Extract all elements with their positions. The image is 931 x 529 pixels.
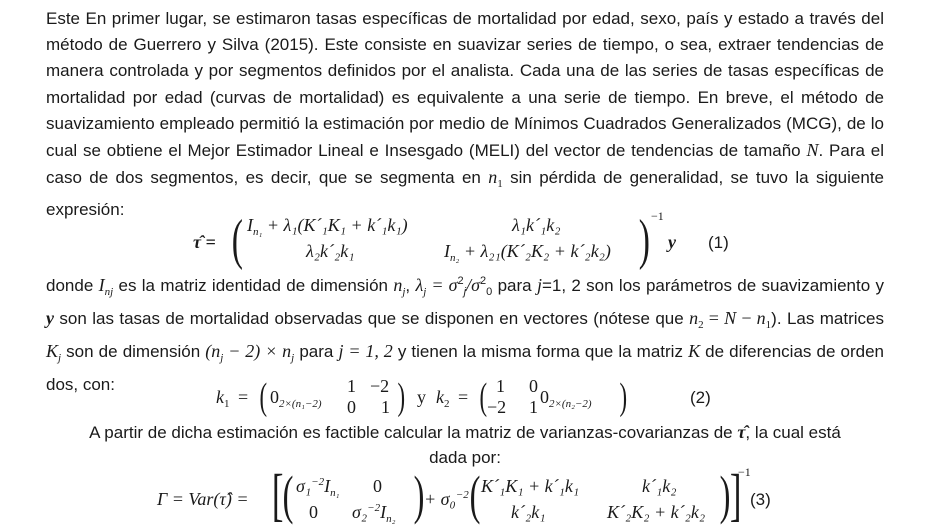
eq1-number: (1) xyxy=(708,233,729,252)
def-text-m: son de dimensión xyxy=(61,342,206,362)
n1b-base: n xyxy=(756,308,766,329)
eq1-m22-sub: n₂ xyxy=(450,252,460,264)
n1b-sub: 1 xyxy=(765,319,772,332)
math-dimension xyxy=(205,341,295,365)
def-text-g: =1, 2 son los parámetros de suavizamiento y xyxy=(541,276,885,295)
eq3-c-left-paren: ( xyxy=(469,465,481,525)
eq2-k1 xyxy=(216,387,230,410)
sigma-j-sup: 2 xyxy=(457,275,464,287)
math-y: y xyxy=(46,308,54,329)
eq1-lhs: τ̂ = xyxy=(193,232,216,252)
eq3-z12: 0 xyxy=(373,476,382,496)
eq3-s2-sup: −2 xyxy=(367,502,381,514)
eq3-s1-sup: −2 xyxy=(311,476,325,488)
eq3-c11: K´₁K₁ + k´₁k₁ xyxy=(481,476,580,496)
eq2-k1-sub: 1 xyxy=(224,398,230,410)
eq2-zero2 xyxy=(540,387,592,410)
eq2-k2-right-paren: ) xyxy=(619,376,628,418)
math-nj xyxy=(393,275,406,298)
def-text-n: para xyxy=(294,342,339,362)
eq2-b22: 1 xyxy=(529,397,538,417)
eq2-zero1 xyxy=(270,387,322,410)
eq1-m11-rest: + λ₁(K´₁K₁ + k´₁k₁) xyxy=(262,215,408,235)
eq2-k2-base: k xyxy=(436,387,444,407)
eq3-z21: 0 xyxy=(309,502,318,522)
eq2-k2 xyxy=(436,387,450,410)
eq2-zero1-base: 0 xyxy=(270,387,279,407)
eq2-y: y xyxy=(417,387,426,407)
def-text-a: donde xyxy=(46,276,99,295)
Kj-sub: j xyxy=(58,352,62,365)
eq2-equals-1: = xyxy=(238,387,249,407)
math-Kj xyxy=(46,341,62,365)
n2-base: n xyxy=(689,308,699,329)
math-K: K xyxy=(688,341,701,362)
eq2-k1-right-paren: ) xyxy=(397,376,406,418)
eq1-y: y xyxy=(668,232,676,252)
eq3-c22: K´₂K₂ + k´₂k₂ xyxy=(607,502,706,522)
eq1-m22-I: I xyxy=(444,241,450,261)
eq3-c12: k´₁k₂ xyxy=(642,476,677,496)
eq1-left-paren: ( xyxy=(231,209,243,271)
dim-a-sub: j xyxy=(220,352,224,365)
eq2-k2-left-paren: ( xyxy=(479,376,488,418)
eq3-s1 xyxy=(296,476,339,499)
eq2-a12: −2 xyxy=(370,376,390,396)
eq1-m11 xyxy=(247,215,408,238)
n1-base: n xyxy=(488,167,498,188)
lambda-sub: j xyxy=(423,286,427,298)
eq3-s1-base: σ₁ xyxy=(296,476,312,496)
Inj-sub: nj xyxy=(104,286,114,298)
math-N: N xyxy=(806,140,819,161)
paragraph-variance-line-2 xyxy=(46,445,884,471)
eq3-inner-left-paren: ( xyxy=(282,465,294,525)
eq2-b12: 0 xyxy=(529,376,538,396)
intro-text-3: sin pérdida de generalidad, se tuvo la siguiente expresión: xyxy=(46,168,884,220)
eq3-s2-I-sub: n₂ xyxy=(386,513,396,525)
eq3-left-bracket: [ xyxy=(271,462,284,527)
eq1-exponent: −1 xyxy=(651,209,664,223)
def-text-b: es la matriz identidad de dimensión xyxy=(113,276,394,295)
eq2-b11: 1 xyxy=(496,376,505,396)
math-n2 xyxy=(689,308,704,332)
variance-text-3: dada por: xyxy=(429,448,501,467)
eq1-m11-I: I xyxy=(247,215,253,235)
eq2-k1-base: k xyxy=(216,387,224,407)
eq2-a22: 1 xyxy=(381,397,390,417)
intro-text-2: . Para el caso de dos segmentos, es decir, que se segmenta en xyxy=(46,141,884,188)
def-text-c: , xyxy=(405,276,416,295)
eq1-m22 xyxy=(444,241,611,264)
eq2-a21: 0 xyxy=(347,397,356,417)
math-j: j xyxy=(536,275,542,295)
nj-base: n xyxy=(393,275,403,295)
def-minus: − xyxy=(736,308,757,329)
def-text-p: de diferencias de orden dos, con: xyxy=(46,342,884,394)
eq3-s2 xyxy=(352,502,395,525)
lambda-base: λ xyxy=(415,275,424,295)
math-tau-hat: τ̂ xyxy=(737,422,746,442)
eq3-lhs: Γ = Var(τ̂) = xyxy=(157,489,249,509)
sigma-0-sup: 2 xyxy=(480,275,487,287)
math-sigma-0: /σ xyxy=(466,275,481,295)
eq3-right-bracket: ] xyxy=(729,462,742,527)
eq2-zero1-sub: 2×(n₁−2) xyxy=(279,398,322,410)
intro-text: Este En primer lugar, se estimaron tasas específicas de mortalidad por edad, sexo, país y estado a través del método de Guerrero y Silva (2015). Este consiste en suavizar series de tiempo, o sea, extraer tendencias de manera controlada y por segmentos definidos por el analista. Cada una de las series de tasas específicas de mortalidad por edad (curvas de mortalidad) es equivalente a una serie de tiempo. En breve, el método de suavizamiento empleado permitió la estimación por medio de Mínimos Cuadrados Generalizados (MCG), de lo cual se obtiene el Mejor Estimador Lineal e Insesgado (MELI) del vector de tendencias de tamaño xyxy=(46,9,884,161)
n2-sub: 2 xyxy=(698,319,704,332)
dim-b: − 2) × n xyxy=(223,341,292,362)
variance-text-2: , la cual está xyxy=(745,423,841,442)
eq2-equals-2: = xyxy=(458,387,469,407)
eq3-plus-sup: −2 xyxy=(455,489,469,501)
eq2-a11: 1 xyxy=(347,376,356,396)
eq3-c21: k´₂k₁ xyxy=(511,502,546,522)
eq2-number: (2) xyxy=(690,388,711,407)
math-n1b xyxy=(756,308,772,332)
dim-b-sub: j xyxy=(291,352,295,365)
eq2-zero2-base: 0 xyxy=(540,387,549,407)
paragraph-variance-line-1 xyxy=(46,419,884,446)
math-sigma-j: = σ xyxy=(426,275,458,295)
n1-sub: 1 xyxy=(497,178,503,191)
Kj-base: K xyxy=(46,341,59,362)
eq3-c-right-paren: ) xyxy=(719,465,731,525)
def-text-l: ). Las matrices xyxy=(771,309,884,329)
eq3-s2-I: I xyxy=(380,502,387,522)
eq2-k2-sub: 2 xyxy=(444,398,450,410)
eq3-number: (3) xyxy=(750,490,771,509)
Inj-base: I xyxy=(98,275,105,295)
eq1-right-paren: ) xyxy=(638,209,650,271)
eq1-m12: λ₁k´₁k₂ xyxy=(512,215,561,235)
def-text-o: y tienen la misma forma que la matriz xyxy=(392,342,689,362)
def-text-f: para xyxy=(492,276,537,295)
eq3-inner-right-paren: ) xyxy=(413,465,425,525)
math-j-range: j = 1, 2 xyxy=(338,341,393,362)
math-n1 xyxy=(488,167,503,191)
eq1-m11-sub: n₁ xyxy=(253,226,263,238)
eq2-k1-left-paren: ( xyxy=(259,376,268,418)
math-lambda-j xyxy=(415,275,427,298)
eq1-m22-rest: + λ₂₁(K´₂K₂ + k´₂k₂) xyxy=(459,241,611,261)
eq3-plus-base: + σ₀ xyxy=(424,489,456,509)
eq3-s2-base: σ₂ xyxy=(352,502,368,522)
eq3-s1-I-sub: n₁ xyxy=(330,487,340,499)
math-Inj xyxy=(98,275,114,298)
dim-a: (n xyxy=(205,341,221,362)
eq3-exponent: −1 xyxy=(738,465,751,479)
eq3-s1-I: I xyxy=(324,476,331,496)
eq2-b21: −2 xyxy=(487,397,507,417)
nj-sub: j xyxy=(402,286,406,298)
math-N2: N xyxy=(724,308,737,329)
eq1-m21: λ₂k´₂k₁ xyxy=(306,241,355,261)
variance-text-1: A partir de dicha estimación es factible calcular la matriz de varianzas-covarianzas de xyxy=(89,423,738,442)
paragraph-definitions xyxy=(46,268,884,398)
def-text-h: son las tasas de mortalidad observadas que se disponen en vectores (nótese que xyxy=(54,309,690,329)
sigma-0-sub: 0 xyxy=(486,286,493,298)
paragraph-intro xyxy=(46,6,884,224)
eq2-zero2-sub: 2×(n₂−2) xyxy=(549,398,592,410)
def-equals: = xyxy=(703,308,725,329)
sigma-j-sub: j xyxy=(463,286,467,298)
eq3-plus-sigma0 xyxy=(424,489,469,510)
